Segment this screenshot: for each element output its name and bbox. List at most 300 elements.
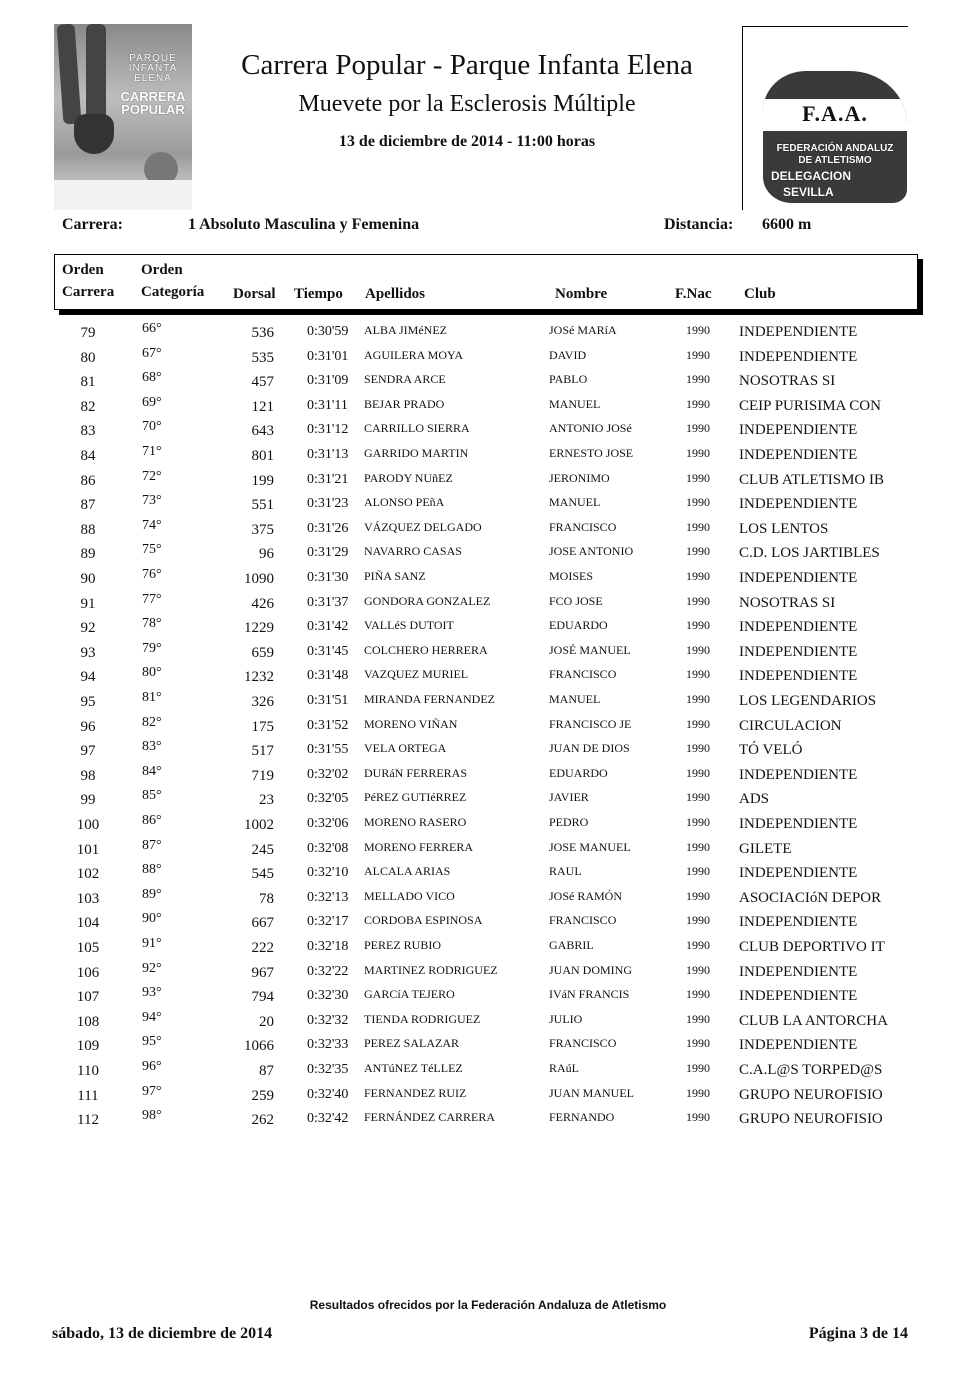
club-cell: CIRCULACION bbox=[739, 717, 842, 734]
surname-cell: VÁZQUEZ DELGADO bbox=[364, 519, 482, 534]
time-cell: 0:31'30 bbox=[307, 570, 349, 585]
club-cell: INDEPENDIENTE bbox=[739, 668, 858, 685]
bib-number-cell: 794 bbox=[251, 989, 274, 1006]
surname-cell: VAZQUEZ MURIEL bbox=[364, 667, 469, 682]
col-header-line: Orden bbox=[62, 262, 104, 278]
surname-cell: VALLéS DUTOIT bbox=[364, 618, 454, 633]
surname-cell: FERNANDEZ RUIZ bbox=[364, 1085, 467, 1100]
time-cell: 0:31'29 bbox=[307, 545, 349, 561]
time-cell: 0:31'12 bbox=[307, 422, 349, 438]
first-name-cell: JAVIER bbox=[549, 790, 589, 805]
birth-year-cell: 1990 bbox=[686, 790, 710, 805]
bib-number-cell: 517 bbox=[251, 743, 274, 760]
col-header-line: Categoría bbox=[141, 284, 205, 300]
time-cell: 0:31'52 bbox=[307, 717, 349, 733]
birth-year-cell: 1990 bbox=[686, 938, 710, 952]
club-cell: INDEPENDIENTE bbox=[739, 348, 858, 365]
col-header-tiempo: Tiempo bbox=[294, 286, 343, 302]
time-cell: 0:32'40 bbox=[307, 1086, 349, 1102]
category-position-cell: 68° bbox=[142, 370, 162, 386]
race-poster-image bbox=[54, 24, 192, 210]
position-cell: 99 bbox=[80, 792, 96, 809]
surname-cell: ALONSO PEñA bbox=[364, 495, 445, 510]
table-row bbox=[0, 616, 976, 640]
first-name-cell: RAUL bbox=[549, 864, 582, 879]
first-name-cell: PEDRO bbox=[549, 815, 589, 829]
table-row bbox=[0, 346, 976, 370]
position-cell: 80 bbox=[80, 349, 96, 366]
birth-year-cell: 1990 bbox=[686, 618, 710, 633]
position-cell: 101 bbox=[76, 841, 100, 858]
time-cell: 0:31'11 bbox=[307, 397, 348, 413]
time-cell: 0:31'01 bbox=[307, 348, 349, 364]
category-position-cell: 75° bbox=[142, 542, 162, 558]
bib-number-cell: 1066 bbox=[244, 1038, 274, 1055]
time-cell: 0:32'30 bbox=[307, 988, 349, 1004]
bib-number-cell: 667 bbox=[251, 915, 274, 932]
first-name-cell: MANUEL bbox=[549, 692, 601, 706]
poster-sponsor-strip bbox=[54, 180, 192, 210]
time-cell: 0:31'45 bbox=[307, 643, 349, 659]
birth-year-cell: 1990 bbox=[686, 323, 710, 337]
first-name-cell: FRANCISCO bbox=[549, 519, 617, 534]
table-row bbox=[0, 936, 976, 960]
poster-text-race: CARRERA POPULAR bbox=[120, 89, 186, 117]
col-header-line: Carrera bbox=[62, 284, 115, 300]
table-row bbox=[0, 911, 976, 935]
table-row bbox=[0, 567, 976, 591]
position-cell: 94 bbox=[80, 669, 96, 686]
club-cell: GRUPO NEUROFISIO bbox=[739, 1086, 883, 1103]
surname-cell: MIRANDA FERNANDEZ bbox=[364, 692, 496, 706]
category-position-cell: 76° bbox=[142, 567, 162, 582]
category-position-cell: 96° bbox=[142, 1059, 162, 1074]
birth-year-cell: 1990 bbox=[686, 962, 710, 977]
position-cell: 107 bbox=[76, 989, 100, 1006]
col-header-line: Orden bbox=[141, 262, 183, 278]
birth-year-cell: 1990 bbox=[686, 372, 710, 387]
category-position-cell: 69° bbox=[142, 394, 162, 410]
birth-year-cell: 1990 bbox=[686, 667, 710, 682]
first-name-cell: MOISES bbox=[549, 569, 594, 583]
time-cell: 0:32'18 bbox=[307, 939, 349, 954]
position-cell: 92 bbox=[80, 620, 96, 637]
position-cell: 100 bbox=[76, 817, 100, 833]
surname-cell: ALCALA ARIAS bbox=[364, 864, 451, 879]
col-header-apellidos: Apellidos bbox=[365, 286, 426, 302]
table-row bbox=[0, 690, 976, 714]
surname-cell: SENDRA ARCE bbox=[364, 372, 446, 387]
club-cell: C.A.L@S TORPED@S bbox=[739, 1062, 883, 1078]
category-position-cell: 82° bbox=[142, 714, 162, 730]
first-name-cell: JUAN DOMING bbox=[549, 962, 632, 977]
bib-number-cell: 20 bbox=[259, 1013, 274, 1030]
table-row bbox=[0, 469, 976, 493]
event-date-time: 13 de diciembre de 2014 - 11:00 horas bbox=[338, 133, 596, 150]
col-header-club: Club bbox=[744, 286, 776, 302]
club-cell: INDEPENDIENTE bbox=[739, 447, 858, 463]
position-cell: 79 bbox=[80, 325, 96, 341]
position-cell: 98 bbox=[80, 767, 96, 784]
position-cell: 90 bbox=[80, 571, 96, 587]
bib-number-cell: 967 bbox=[251, 964, 274, 981]
club-cell: CLUB ATLETISMO IB bbox=[739, 471, 885, 488]
birth-year-cell: 1990 bbox=[686, 765, 710, 780]
club-cell: CLUB LA ANTORCHA bbox=[739, 1012, 888, 1029]
surname-cell: PéREZ GUTIéRREZ bbox=[364, 790, 467, 805]
category-position-cell: 89° bbox=[142, 886, 162, 902]
col-header-nombre: Nombre bbox=[555, 286, 608, 302]
time-cell: 0:32'32 bbox=[307, 1012, 349, 1028]
surname-cell: COLCHERO HERRERA bbox=[364, 642, 488, 657]
bib-number-cell: 245 bbox=[251, 841, 274, 858]
bib-number-cell: 23 bbox=[259, 792, 274, 809]
first-name-cell: MANUEL bbox=[549, 396, 601, 411]
birth-year-cell: 1990 bbox=[686, 1061, 710, 1075]
time-cell: 0:32'05 bbox=[307, 791, 349, 807]
table-row bbox=[0, 739, 976, 763]
position-cell: 96 bbox=[80, 718, 96, 735]
club-cell: INDEPENDIENTE bbox=[739, 643, 858, 660]
surname-cell: GONDORA GONZALEZ bbox=[364, 593, 491, 608]
category-position-cell: 94° bbox=[142, 1009, 162, 1025]
club-cell: INDEPENDIENTE bbox=[739, 914, 858, 931]
page-number: Página 3 de 14 bbox=[808, 1325, 908, 1342]
category-position-cell: 79° bbox=[142, 640, 162, 656]
time-cell: 0:32'13 bbox=[307, 889, 349, 905]
distance-value: 6600 m bbox=[762, 216, 812, 233]
birth-year-cell: 1990 bbox=[686, 741, 710, 756]
poster-shoe-graphic bbox=[74, 114, 114, 154]
time-cell: 0:32'06 bbox=[307, 816, 349, 831]
faa-logo bbox=[742, 26, 908, 210]
birth-year-cell: 1990 bbox=[686, 1011, 710, 1026]
time-cell: 0:32'42 bbox=[307, 1111, 349, 1127]
col-header-fnac: F.Nac bbox=[675, 286, 712, 302]
first-name-cell: FRANCISCO JE bbox=[549, 716, 632, 731]
table-row bbox=[0, 665, 976, 689]
category-position-cell: 93° bbox=[142, 985, 162, 1001]
birth-year-cell: 1990 bbox=[686, 815, 710, 829]
birth-year-cell: 1990 bbox=[686, 470, 710, 485]
position-cell: 110 bbox=[77, 1063, 99, 1079]
category-position-cell: 88° bbox=[142, 862, 162, 878]
position-cell: 108 bbox=[76, 1013, 100, 1030]
bib-number-cell: 121 bbox=[251, 398, 274, 415]
first-name-cell: JERONIMO bbox=[549, 470, 610, 485]
category-position-cell: 90° bbox=[142, 911, 162, 927]
surname-cell: NAVARRO CASAS bbox=[364, 544, 462, 559]
table-row bbox=[0, 715, 976, 739]
first-name-cell: JOSé RAMÓN bbox=[549, 888, 623, 903]
category-position-cell: 71° bbox=[142, 444, 162, 459]
first-name-cell: JUAN MANUEL bbox=[549, 1085, 634, 1100]
surname-cell: GARCíA TEJERO bbox=[364, 987, 455, 1002]
first-name-cell: JOSé MARíA bbox=[549, 323, 617, 337]
col-header-orden-categoria bbox=[141, 259, 204, 303]
table-row bbox=[0, 444, 976, 468]
first-name-cell: ANTONIO JOSé bbox=[549, 421, 632, 436]
surname-cell: TIENDA RODRIGUEZ bbox=[364, 1011, 481, 1026]
position-cell: 105 bbox=[76, 940, 100, 956]
race-category: 1 Absoluto Masculina y Femenina bbox=[188, 216, 420, 233]
surname-cell: PIÑA SANZ bbox=[364, 569, 426, 583]
surname-cell: BEJAR PRADO bbox=[364, 396, 445, 411]
birth-year-cell: 1990 bbox=[686, 1036, 710, 1051]
position-cell: 89 bbox=[80, 546, 96, 563]
bib-number-cell: 326 bbox=[251, 694, 274, 710]
category-position-cell: 87° bbox=[142, 837, 162, 853]
club-cell: NOSOTRAS SI bbox=[739, 594, 836, 611]
category-position-cell: 91° bbox=[142, 936, 162, 951]
bib-number-cell: 426 bbox=[251, 595, 274, 612]
col-header-orden-carrera bbox=[62, 259, 114, 303]
bib-number-cell: 1090 bbox=[244, 571, 274, 587]
footer-date: sábado, 13 de diciembre de 2014 bbox=[52, 1325, 273, 1342]
club-cell: GILETE bbox=[739, 840, 792, 857]
club-cell: ASOCIACIóN DEPOR bbox=[739, 889, 882, 906]
first-name-cell: DAVID bbox=[549, 347, 587, 362]
position-cell: 97 bbox=[80, 743, 96, 760]
document-header bbox=[192, 48, 742, 151]
first-name-cell: EDUARDO bbox=[549, 618, 608, 633]
surname-cell: PARODY NUñEZ bbox=[364, 470, 453, 485]
position-cell: 83 bbox=[80, 423, 96, 440]
category-position-cell: 84° bbox=[142, 763, 162, 779]
position-cell: 102 bbox=[76, 866, 100, 883]
bib-number-cell: 1232 bbox=[244, 669, 274, 686]
table-row bbox=[0, 370, 976, 394]
surname-cell: MORENO VIÑAN bbox=[364, 716, 458, 731]
category-position-cell: 97° bbox=[142, 1083, 162, 1099]
first-name-cell: IVáN FRANCIS bbox=[549, 987, 630, 1002]
birth-year-cell: 1990 bbox=[686, 495, 710, 510]
club-cell: INDEPENDIENTE bbox=[739, 963, 858, 980]
position-cell: 112 bbox=[77, 1112, 99, 1129]
bib-number-cell: 222 bbox=[251, 940, 274, 956]
faa-line-2: DE ATLETISMO bbox=[798, 155, 872, 166]
first-name-cell: EDUARDO bbox=[549, 765, 608, 780]
distance-label: Distancia: bbox=[664, 216, 734, 233]
bib-number-cell: 262 bbox=[251, 1112, 274, 1129]
club-cell: LOS LEGENDARIOS bbox=[739, 693, 877, 709]
position-cell: 88 bbox=[80, 521, 96, 538]
birth-year-cell: 1990 bbox=[686, 396, 710, 411]
time-cell: 0:32'02 bbox=[307, 766, 349, 782]
surname-cell: GARRIDO MARTIN bbox=[364, 446, 469, 460]
table-row bbox=[0, 1034, 976, 1058]
first-name-cell: FERNANDO bbox=[549, 1110, 615, 1125]
time-cell: 0:32'10 bbox=[307, 865, 349, 881]
table-row bbox=[0, 838, 976, 862]
time-cell: 0:32'22 bbox=[307, 963, 349, 979]
time-cell: 0:31'51 bbox=[307, 693, 349, 708]
table-row bbox=[0, 1084, 976, 1108]
table-row bbox=[0, 493, 976, 517]
position-cell: 104 bbox=[76, 915, 100, 932]
time-cell: 0:31'26 bbox=[307, 520, 349, 536]
first-name-cell: FRANCISCO bbox=[549, 1036, 617, 1051]
table-row bbox=[0, 764, 976, 788]
time-cell: 0:32'33 bbox=[307, 1037, 349, 1053]
time-cell: 0:31'21 bbox=[307, 471, 349, 487]
surname-cell: MORENO RASERO bbox=[364, 815, 467, 829]
birth-year-cell: 1990 bbox=[686, 888, 710, 903]
table-row bbox=[0, 641, 976, 665]
first-name-cell: JOSE ANTONIO bbox=[549, 544, 634, 559]
category-position-cell: 78° bbox=[142, 616, 162, 632]
first-name-cell: FRANCISCO bbox=[549, 913, 617, 928]
birth-year-cell: 1990 bbox=[686, 446, 710, 460]
bib-number-cell: 199 bbox=[251, 472, 274, 489]
bib-number-cell: 801 bbox=[251, 448, 274, 464]
position-cell: 109 bbox=[76, 1038, 100, 1055]
club-cell: INDEPENDIENTE bbox=[739, 422, 858, 439]
faa-line-1: FEDERACIÓN ANDALUZ bbox=[776, 143, 894, 154]
category-position-cell: 67° bbox=[142, 345, 162, 361]
birth-year-cell: 1990 bbox=[686, 987, 710, 1002]
club-cell: INDEPENDIENTE bbox=[739, 324, 858, 340]
club-cell: INDEPENDIENTE bbox=[739, 816, 858, 832]
footer-credit: Resultados ofrecidos por la Federación Andaluza de Atletismo bbox=[309, 1298, 667, 1312]
club-cell: INDEPENDIENTE bbox=[739, 1037, 858, 1054]
club-cell: CEIP PURISIMA CON bbox=[739, 397, 881, 414]
table-row bbox=[0, 961, 976, 985]
category-position-cell: 98° bbox=[142, 1108, 162, 1124]
table-row bbox=[0, 1108, 976, 1132]
poster-leg-graphic bbox=[57, 24, 82, 125]
category-position-cell: 72° bbox=[142, 468, 162, 484]
surname-cell: PEREZ RUBIO bbox=[364, 938, 442, 952]
first-name-cell: JUAN DE DIOS bbox=[549, 741, 630, 756]
bib-number-cell: 375 bbox=[251, 521, 274, 538]
surname-cell: VELA ORTEGA bbox=[364, 741, 447, 756]
birth-year-cell: 1990 bbox=[686, 864, 710, 879]
time-cell: 0:31'23 bbox=[307, 496, 349, 512]
birth-year-cell: 1990 bbox=[686, 347, 710, 362]
category-position-cell: 73° bbox=[142, 493, 162, 509]
table-row bbox=[0, 1010, 976, 1034]
first-name-cell: FCO JOSE bbox=[549, 593, 603, 608]
birth-year-cell: 1990 bbox=[686, 716, 710, 731]
time-cell: 0:32'08 bbox=[307, 840, 349, 856]
birth-year-cell: 1990 bbox=[686, 839, 710, 854]
surname-cell: MORENO FERRERA bbox=[364, 839, 474, 854]
surname-cell: CARRILLO SIERRA bbox=[364, 421, 470, 436]
page-subtitle: Muevete por la Esclerosis Múltiple bbox=[298, 91, 636, 117]
surname-cell: MELLADO VICO bbox=[364, 888, 455, 903]
club-cell: INDEPENDIENTE bbox=[739, 988, 858, 1005]
bib-number-cell: 1229 bbox=[244, 620, 274, 637]
birth-year-cell: 1990 bbox=[686, 1110, 710, 1125]
surname-cell: AGUILERA MOYA bbox=[364, 347, 463, 362]
surname-cell: ALBA JIMéNEZ bbox=[364, 323, 447, 337]
bib-number-cell: 457 bbox=[251, 374, 274, 391]
table-row bbox=[0, 862, 976, 886]
bib-number-cell: 659 bbox=[251, 644, 274, 661]
time-cell: 0:30'59 bbox=[307, 324, 349, 339]
bib-number-cell: 78 bbox=[259, 890, 274, 907]
position-cell: 86 bbox=[80, 472, 96, 489]
first-name-cell: GABRIL bbox=[549, 938, 594, 952]
category-position-cell: 80° bbox=[142, 665, 162, 681]
category-position-cell: 74° bbox=[142, 517, 162, 533]
birth-year-cell: 1990 bbox=[686, 544, 710, 559]
andalusia-map-icon bbox=[763, 71, 907, 203]
club-cell: ADS bbox=[739, 791, 770, 808]
col-header-dorsal: Dorsal bbox=[233, 286, 276, 302]
first-name-cell: JOSÉ MANUEL bbox=[549, 642, 631, 657]
time-cell: 0:32'17 bbox=[307, 914, 349, 930]
table-row bbox=[0, 813, 976, 837]
club-cell: INDEPENDIENTE bbox=[739, 619, 858, 636]
club-cell: LOS LENTOS bbox=[739, 520, 829, 537]
faa-line-3: DELEGACION bbox=[771, 169, 852, 183]
table-row bbox=[0, 887, 976, 911]
birth-year-cell: 1990 bbox=[686, 913, 710, 928]
time-cell: 0:31'13 bbox=[307, 447, 349, 462]
club-cell: GRUPO NEUROFISIO bbox=[739, 1111, 883, 1128]
first-name-cell: PABLO bbox=[549, 372, 588, 387]
bib-number-cell: 1002 bbox=[244, 817, 274, 833]
position-cell: 91 bbox=[80, 595, 96, 612]
bib-number-cell: 175 bbox=[251, 718, 274, 735]
table-row bbox=[0, 542, 976, 566]
birth-year-cell: 1990 bbox=[686, 569, 710, 583]
faa-line-4: SEVILLA bbox=[783, 185, 834, 199]
bib-number-cell: 96 bbox=[259, 546, 274, 563]
club-cell: INDEPENDIENTE bbox=[739, 570, 858, 586]
poster-text-park: PARQUE INFANTA ELENA bbox=[128, 53, 178, 84]
faa-acronym: F.A.A. bbox=[802, 101, 868, 126]
bib-number-cell: 551 bbox=[251, 497, 274, 514]
club-cell: TÓ VELÓ bbox=[739, 742, 803, 759]
category-position-cell: 66° bbox=[142, 321, 162, 336]
birth-year-cell: 1990 bbox=[686, 642, 710, 657]
position-cell: 82 bbox=[80, 398, 96, 415]
position-cell: 87 bbox=[80, 497, 96, 514]
birth-year-cell: 1990 bbox=[686, 519, 710, 534]
club-cell: NOSOTRAS SI bbox=[739, 373, 836, 390]
birth-year-cell: 1990 bbox=[686, 421, 710, 436]
time-cell: 0:31'37 bbox=[307, 594, 349, 610]
surname-cell: DURáN FERRERAS bbox=[364, 765, 468, 780]
table-row bbox=[0, 419, 976, 443]
club-cell: C.D. LOS JARTIBLES bbox=[739, 545, 880, 562]
first-name-cell: FRANCISCO bbox=[549, 667, 617, 682]
category-position-cell: 95° bbox=[142, 1034, 162, 1050]
first-name-cell: JOSE MANUEL bbox=[549, 839, 631, 854]
position-cell: 81 bbox=[80, 374, 96, 391]
surname-cell: FERNÁNDEZ CARRERA bbox=[364, 1110, 496, 1125]
position-cell: 111 bbox=[77, 1087, 99, 1104]
table-row bbox=[0, 395, 976, 419]
bib-number-cell: 719 bbox=[251, 767, 274, 784]
category-position-cell: 85° bbox=[142, 788, 162, 804]
table-row bbox=[0, 518, 976, 542]
club-cell: INDEPENDIENTE bbox=[739, 766, 858, 783]
position-cell: 103 bbox=[76, 890, 100, 907]
position-cell: 93 bbox=[80, 644, 96, 661]
first-name-cell: JULIO bbox=[549, 1011, 583, 1026]
bib-number-cell: 259 bbox=[251, 1087, 274, 1104]
birth-year-cell: 1990 bbox=[686, 593, 710, 608]
bib-number-cell: 643 bbox=[251, 423, 274, 440]
table-row bbox=[0, 788, 976, 812]
category-position-cell: 70° bbox=[142, 419, 162, 435]
page-title: Carrera Popular - Parque Infanta Elena bbox=[241, 49, 693, 81]
race-label: Carrera: bbox=[62, 216, 123, 233]
